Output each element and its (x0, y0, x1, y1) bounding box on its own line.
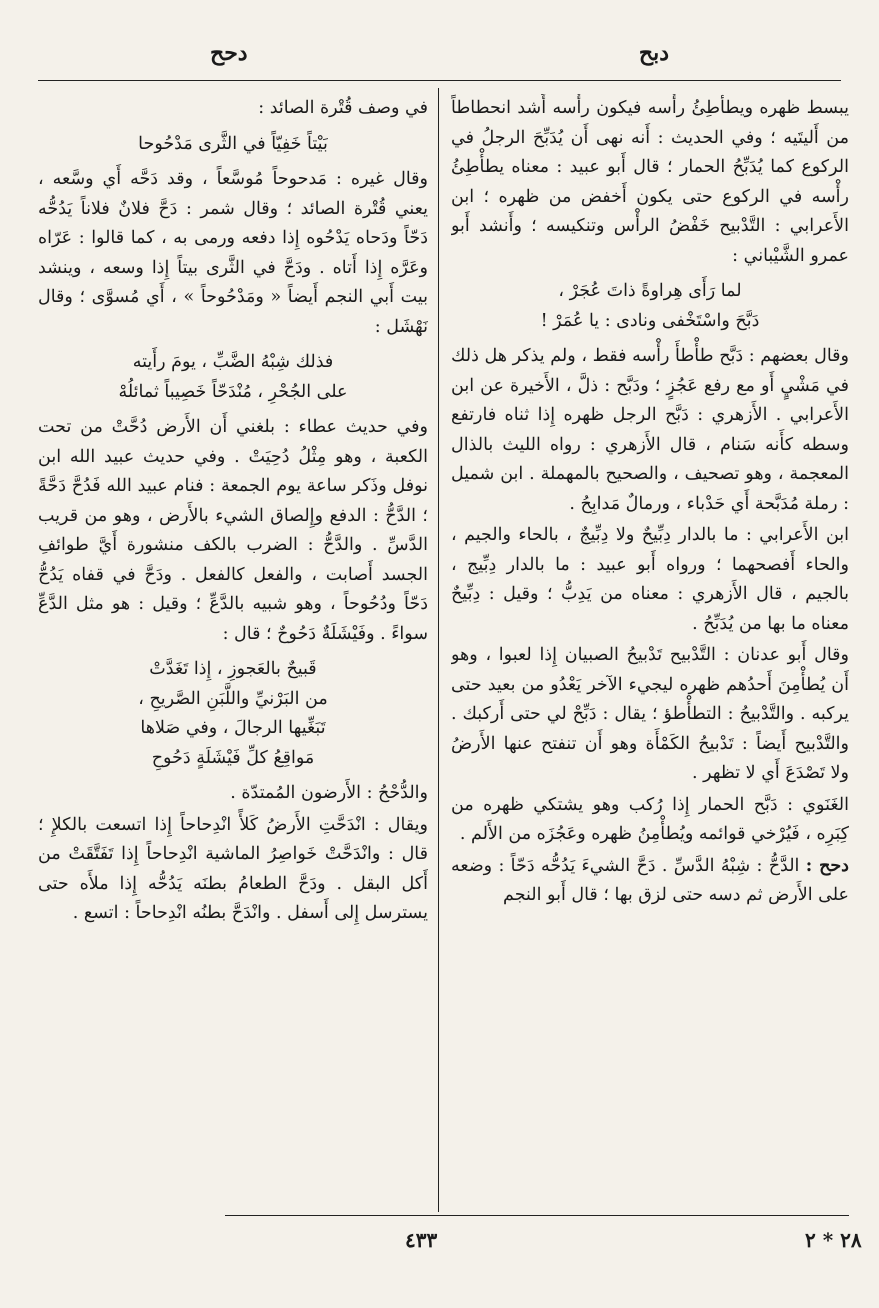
column-divider (438, 88, 439, 1212)
header-left-entry: دحح (210, 40, 248, 66)
left-column (38, 94, 428, 1206)
verse (38, 130, 428, 160)
paragraph: ويقال : انْدَحَّتِ الأَرضُ كَلأً انْدِحاحاً إِذا اتسعت بالكلإِ ؛ قال : وانْدَحَّتْ خَواصِرُ الماشية انْدِحاحاً إِذا تَفَتَّقَتْ من أَكل البقل . ودَحَّ الطعامُ بطنَه يَدُحُّه إِذا ملأَه حتى يسترسل إِلى أَسفل . وانْدَحَّ بطنُه انْدِحاحاً : اتسع . (38, 814, 428, 923)
signature-mark: ٢٨ * ٢ (805, 1228, 862, 1252)
entry-headword: دحح : (805, 855, 849, 876)
top-rule (38, 80, 841, 81)
paragraph: وقال بعضهم : دَبَّح طأْطأَ رأْسه فقط ، ولم يذكر هل ذلك في مَشْيٍ أَو مع رفع عَجُزٍ ؛ ودَبَّح : ذلَّ ، الأَخيرة عن ابن الأَعرابي . الأَزهري : دَبَّح الرجل ظهره إِذا ثناه فارتفع وسطه كأَنه سَنام ، قال الأَزهري : رواه الليث بالذال المعجمة ، وهو تصحيف ، والصحيح بالمهملة . ابن شميل : رملة مُدَبَّحة أَي حَدْباء ، ورمالٌ مَدابِحُ . (451, 346, 849, 514)
paragraph: الغَنَوي : دَبَّح الحمار إِذا رُكب وهو يشتكي ظهره من كِبَرِه ، فَيُرْخي قوائمه ويُطأْمِنُ ظهره وعَجُزَه من الأَلم . (451, 794, 849, 844)
paragraph: ابن الأَعرابي : ما بالدار دِبِّيحٌ ولا دِبِّيجٌ ، بالحاء والجيم ، والحاء أَفصحهما ؛ ورواه أَبو عبيد : ما بالدار دِبِّيج ، بالجيم ، قال الأَزهري : معناه من يَدِبُّ ؛ وقيل : دِبِّيحٌ معناه ما بها من يُدَبِّحُ . (451, 525, 849, 634)
verse-line: بَيْتاً خَفِيّاً في الثَّرى مَدْحُوحا (138, 133, 328, 154)
right-column (451, 94, 849, 1206)
verse (451, 277, 849, 336)
verse-line: من البَرْنيِّ واللَّبَنِ الصَّريحِ ، (138, 688, 328, 709)
verse-line: على الجُحْرِ ، مُنْدَحّاً خَصِيباً ثمائلُهْ (118, 381, 348, 402)
paragraph: يبسط ظهره ويطأطِئُ رأْسه فيكون رأْسه أَشد انحطاطاً من أَليتَيه ؛ وفي الحديث : أَنه نهى أَن يُدَبِّحَ الرجلُ في الركوع كما يُدَبِّحُ الحمار ؛ قال أَبو عبيد : معناه يطأْطِئُ رأْسه في الركوع حتى يكون أَخفض من ظهره ؛ ابن الأَعرابي : التَّدْبيح خَفْضُ الرأْس وتنكيسه ؛ وأَنشد أَبو عمرو الشَّيْباني : (451, 98, 849, 266)
bottom-rule (225, 1215, 849, 1216)
verse-line: فذلك شِبْهُ الضَّبِّ ، يومَ رأَيته (132, 352, 334, 372)
paragraph (451, 852, 849, 911)
page-number: ٤٣٣ (405, 1228, 438, 1252)
header-right-entry: دبح (638, 40, 669, 66)
verse-line: تَبَغِّيها الرجالَ ، وفي صَلاها (140, 718, 326, 738)
entry-text: الدَّحُّ : شِبْهُ الدَّسِّ . دَحَّ الشيءَ يَدُحُّه دَحّاً : وضعه على الأَرض ثم دسه حتى لزق بها ؛ قال أَبو النجم (451, 855, 849, 905)
paragraph: وقال أَبو عدنان : التَّدْبيح تَدْبيحُ الصبيان إِذا لعبوا ، وهو أَن يُطأْمِنَ أَحدُهم ظهره ليجيء الآخر يَعْدُو من بعيد حتى يركبه . والتَّدْبيحُ : التطأْطؤ ؛ يقال : دَبِّحْ لي حتى أَركبك . والتَّدْبيح أَيضاً : تَدْبيحُ الكَمْأَة وهو أَن تنفتح عنها الأَرضُ ولا تَصْدَعَ أَي لا تظهر . (451, 645, 849, 783)
verse-line: مَواقِعُ كلِّ فَيْشَلَةٍ دَحُوحِ (151, 747, 315, 768)
paragraph: وفي حديث عطاء : بلغني أَن الأَرض دُحَّتْ من تحت الكعبة ، وهو مِثْلُ دُحِيَتْ . وفي حديث عبيد الله ابن نوفل وذَكر ساعة يوم الجمعة : فنام عبيد الله فَدُحَّ دَحَّةً ؛ الدَّحُّ : الدفع وإِلصاق الشيء بالأَرض ، وهو من قريب الدَّسِّ . والدَّحُّ : الضرب بالكف منشورة أَيَّ طوائفِ الجسد أَصابت ، والفعل كالفعل . ودَحَّ في قفاه يَدُحُّ دَحّاً ودُحُوحاً ، وهو شبيه بالدَّعِّ ؛ وقيل : هو مثل الدَّعِّ سواءً . وفَيْشَلَةٌ دَحُوحٌ ؛ قال : (38, 417, 428, 644)
verse-line: لما رَأَى هِراوةً ذاتَ عُجَرْ ، (558, 281, 742, 301)
paragraph: في وصف قُتْرة الصائد : (258, 98, 428, 118)
paragraph: والدُّحْحُ : الأَرضون المُمتدّة . (230, 783, 428, 803)
verse (38, 348, 428, 407)
verse-line: قَبيحٌ بالعَجوزِ ، إِذا تَغَدَّتْ (149, 659, 317, 679)
verse (38, 655, 428, 773)
verse-line: دَبَّحَ واسْتَخْفى ونادى : يا عُمَرْ ! (540, 310, 760, 331)
paragraph: وقال غيره : مَدحوحاً مُوسَّعاً ، وقد دَحَّه أَي وسَّعه ، يعني قُتْرة الصائد ؛ وقال شمر : دَحَّ فلانٌ فلاناً يَدُحُّه دَحّاً ودَحاه يَدْحُوه إِذا دفعه ورمى به ، كما قالوا : عَرّاه وعَرَّه إِذا أَتاه . ودَحَّ في الثَّرى بيتاً إِذا وسعه ، وينشد بيت أَبي النجم أَيضاً « ومَدْحُوحاً » ، أَي مُسوَّى ؛ وقال نَهْشَل : (38, 169, 428, 337)
